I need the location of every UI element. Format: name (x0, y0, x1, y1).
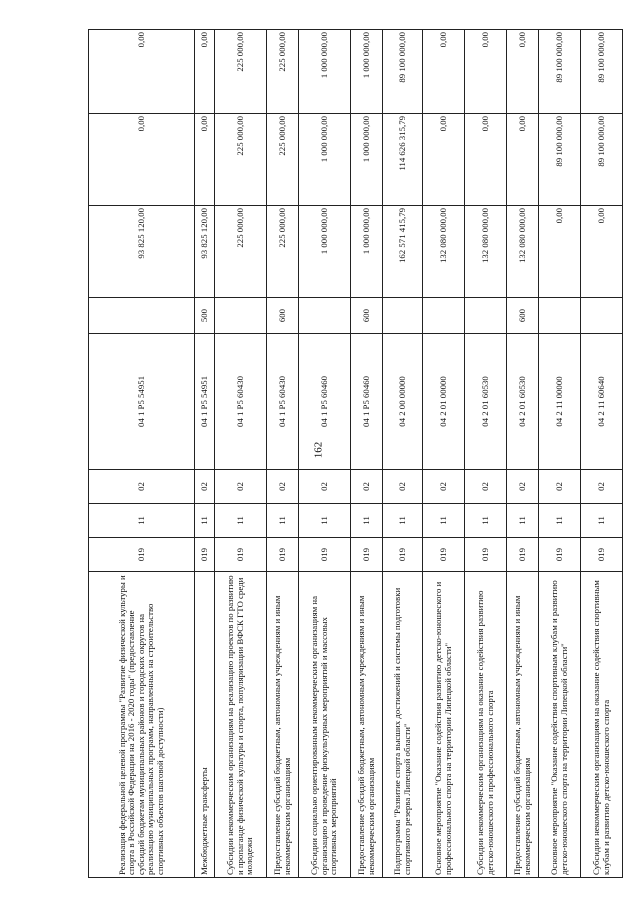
budget-table (88, 29, 623, 878)
row-code-section: 11 (215, 504, 267, 538)
rotated-table-container (88, 30, 611, 878)
row-value-2: 89 100 000,00 (581, 114, 623, 206)
row-name: Предоставление субсидий бюджетным, автономным учреждениям и иным некоммерческим организациям (507, 572, 539, 878)
page-number: 162 (312, 441, 325, 459)
row-code-subsection: 02 (423, 470, 465, 504)
row-code-section: 11 (299, 504, 351, 538)
row-code-subsection: 02 (507, 470, 539, 504)
row-code-section: 11 (507, 504, 539, 538)
row-value-1: 93 825 120,00 (195, 206, 215, 298)
row-code-subsection: 02 (267, 470, 299, 504)
row-code-expense-type (423, 298, 465, 334)
row-code-ministry: 019 (383, 538, 423, 572)
row-value-3: 0,00 (507, 30, 539, 114)
row-name: Межбюджетные трансферты (195, 572, 215, 878)
row-value-1: 132 080 000,00 (507, 206, 539, 298)
row-value-1: 1 000 000,00 (351, 206, 383, 298)
row-code-target: 04 2 01 60530 (465, 334, 507, 470)
row-code-expense-type (581, 298, 623, 334)
row-value-2: 225 000,00 (267, 114, 299, 206)
row-name: Субсидии некоммерческим организациям на реализацию проектов по развитию и пропаганде физической культуры и спорта, популяризации ВФСК ГТО среди молодежи (215, 572, 267, 878)
row-value-1: 132 080 000,00 (423, 206, 465, 298)
row-name: Подпрограмма "Развитие спорта высших достижений и системы подготовки спортивного резерва Липецкой области" (383, 572, 423, 878)
row-code-expense-type (465, 298, 507, 334)
row-value-3: 225 000,00 (267, 30, 299, 114)
row-code-section: 11 (465, 504, 507, 538)
table-row (351, 30, 383, 878)
row-code-target: 04 1 P5 60430 (215, 334, 267, 470)
row-code-ministry: 019 (581, 538, 623, 572)
row-value-2: 225 000,00 (215, 114, 267, 206)
row-code-ministry: 019 (267, 538, 299, 572)
row-value-3: 89 100 000,00 (581, 30, 623, 114)
table-row (195, 30, 215, 878)
row-code-target: 04 1 P5 60460 (351, 334, 383, 470)
row-code-section: 11 (581, 504, 623, 538)
row-value-3: 1 000 000,00 (299, 30, 351, 114)
row-code-ministry: 019 (351, 538, 383, 572)
row-code-target: 04 1 P5 60460 (299, 334, 351, 470)
row-code-ministry: 019 (539, 538, 581, 572)
row-code-target: 04 2 00 00000 (383, 334, 423, 470)
row-name: Реализация федеральной целевой программы "Развитие физической культуры и спорта в Российской Федерации на 2016 - 2020 годы" (предоставление субсидий бюджетам муниципальных районов и городских округов на реализацию муниципальных программ, направленных на строительство спортивных объектов шаговой доступности) (89, 572, 195, 878)
row-value-2: 1 000 000,00 (351, 114, 383, 206)
row-value-3: 1 000 000,00 (351, 30, 383, 114)
row-name: Предоставление субсидий бюджетным, автономным учреждениям и иным некоммерческим организациям (267, 572, 299, 878)
row-value-1: 225 000,00 (215, 206, 267, 298)
row-value-2: 0,00 (465, 114, 507, 206)
row-code-subsection: 02 (383, 470, 423, 504)
row-code-ministry: 019 (465, 538, 507, 572)
row-value-2: 1 000 000,00 (299, 114, 351, 206)
row-code-expense-type (89, 298, 195, 334)
row-code-expense-type (383, 298, 423, 334)
row-value-2: 89 100 000,00 (539, 114, 581, 206)
row-code-expense-type (539, 298, 581, 334)
row-code-section: 11 (89, 504, 195, 538)
row-value-1: 93 825 120,00 (89, 206, 195, 298)
row-value-3: 89 100 000,00 (539, 30, 581, 114)
row-value-1: 162 571 415,79 (383, 206, 423, 298)
row-value-1: 1 000 000,00 (299, 206, 351, 298)
row-value-1: 0,00 (581, 206, 623, 298)
table-row (507, 30, 539, 878)
row-code-ministry: 019 (299, 538, 351, 572)
row-name: Субсидии социально ориентированным некоммерческим организациям на организацию и проведение физкультурных мероприятий и массовых спортивных мероприятий (299, 572, 351, 878)
row-code-target: 04 2 01 00000 (423, 334, 465, 470)
row-code-subsection: 02 (215, 470, 267, 504)
row-code-target: 04 2 11 00000 (539, 334, 581, 470)
row-value-2: 114 626 315,79 (383, 114, 423, 206)
row-name: Основное мероприятие "Оказание содействия спортивным клубам и развитию детско-юношеского спорта на территории Липецкой области" (539, 572, 581, 878)
row-value-1: 225 000,00 (267, 206, 299, 298)
row-value-1: 0,00 (539, 206, 581, 298)
row-code-section: 11 (267, 504, 299, 538)
row-code-target: 04 1 P5 54951 (89, 334, 195, 470)
row-code-expense-type: 500 (195, 298, 215, 334)
row-name: Основное мероприятие "Оказание содействия развитию детско-юношеского и профессионального спорта на территории Липецкой области" (423, 572, 465, 878)
row-code-ministry: 019 (423, 538, 465, 572)
table-row (581, 30, 623, 878)
table-row (539, 30, 581, 878)
row-value-2: 0,00 (423, 114, 465, 206)
row-code-target: 04 2 01 60530 (507, 334, 539, 470)
table-row (423, 30, 465, 878)
table-row (383, 30, 423, 878)
table-row (465, 30, 507, 878)
row-value-3: 0,00 (195, 30, 215, 114)
row-code-ministry: 019 (215, 538, 267, 572)
row-code-subsection: 02 (539, 470, 581, 504)
row-code-ministry: 019 (507, 538, 539, 572)
row-code-ministry: 019 (195, 538, 215, 572)
row-code-subsection: 02 (89, 470, 195, 504)
table-row (267, 30, 299, 878)
row-code-target: 04 1 P5 54951 (195, 334, 215, 470)
row-value-3: 225 000,00 (215, 30, 267, 114)
row-code-expense-type: 600 (267, 298, 299, 334)
row-value-3: 0,00 (423, 30, 465, 114)
row-code-expense-type: 600 (507, 298, 539, 334)
row-code-expense-type (215, 298, 267, 334)
row-code-ministry: 019 (89, 538, 195, 572)
table-row (299, 30, 351, 878)
row-code-subsection: 02 (299, 470, 351, 504)
row-code-subsection: 02 (351, 470, 383, 504)
row-code-expense-type: 600 (351, 298, 383, 334)
row-code-section: 11 (423, 504, 465, 538)
row-value-3: 0,00 (465, 30, 507, 114)
row-value-2: 0,00 (89, 114, 195, 206)
row-code-section: 11 (195, 504, 215, 538)
row-code-section: 11 (383, 504, 423, 538)
row-code-subsection: 02 (195, 470, 215, 504)
row-code-subsection: 02 (465, 470, 507, 504)
row-code-section: 11 (539, 504, 581, 538)
row-value-1: 132 080 000,00 (465, 206, 507, 298)
row-name: Субсидии некоммерческим организациям на оказание содействия развитию детско-юношеского и профессионального спорта (465, 572, 507, 878)
row-name: Предоставление субсидий бюджетным, автономным учреждениям и иным некоммерческим организациям (351, 572, 383, 878)
table-row (215, 30, 267, 878)
row-code-section: 11 (351, 504, 383, 538)
row-name: Субсидии некоммерческим организациям на оказание содействия спортивным клубам и развитию детско-юношеского спорта (581, 572, 623, 878)
row-code-target: 04 1 P5 60430 (267, 334, 299, 470)
row-value-2: 0,00 (507, 114, 539, 206)
rotated-table-frame (88, 30, 611, 878)
row-value-2: 0,00 (195, 114, 215, 206)
row-value-3: 0,00 (89, 30, 195, 114)
table-row (89, 30, 195, 878)
row-value-3: 89 100 000,00 (383, 30, 423, 114)
row-code-expense-type (299, 298, 351, 334)
row-code-target: 04 2 11 60640 (581, 334, 623, 470)
row-code-subsection: 02 (581, 470, 623, 504)
